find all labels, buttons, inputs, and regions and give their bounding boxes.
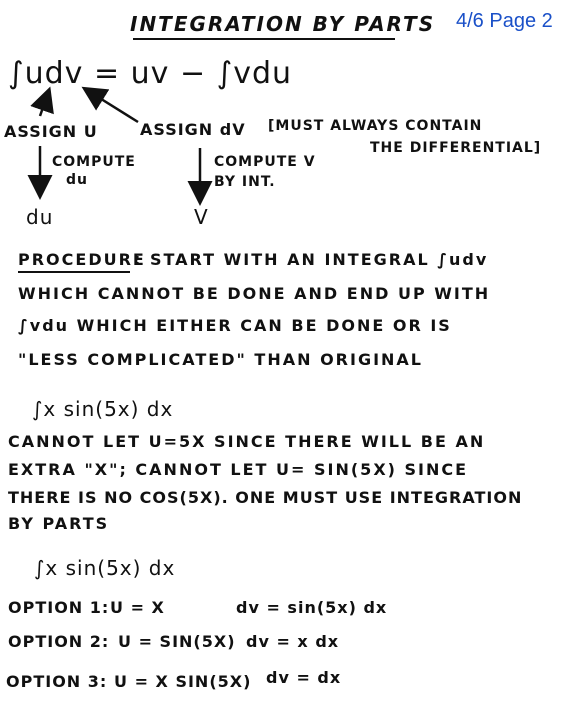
option-dv: dv = sin(5x) dx <box>236 598 388 617</box>
example-integral: ∫x sin(5x) dx <box>32 397 174 421</box>
du-result: du <box>26 205 54 229</box>
compute-du-step-2: du <box>66 172 88 188</box>
compute-v-step-1: COMPUTE V <box>214 154 316 170</box>
page-number: 4/6 Page 2 <box>456 10 553 32</box>
v-result: V <box>194 205 209 229</box>
example-line: BY PARTS <box>8 514 110 533</box>
procedure-line: WHICH CANNOT BE DONE AND END UP WITH <box>18 284 491 303</box>
procedure-heading: PROCEDURE <box>18 250 146 269</box>
example-line: CANNOT LET U=5X SINCE THERE WILL BE AN <box>8 432 486 451</box>
option-u: U = SIN(5X) <box>118 632 236 651</box>
arrow-to-dv <box>90 92 138 122</box>
procedure-line: ∫vdu WHICH EITHER CAN BE DONE OR IS <box>18 316 452 335</box>
options-integral: ∫x sin(5x) dx <box>34 556 176 580</box>
option-label: OPTION 2: <box>8 632 110 651</box>
dv-note-line2: THE DIFFERENTIAL] <box>370 140 542 156</box>
procedure-underline <box>18 271 130 273</box>
page-title: INTEGRATION BY PARTS <box>130 12 436 36</box>
example-line: THERE IS NO COS(5X). ONE MUST USE INTEGRATION <box>8 488 523 507</box>
option-label: OPTION 3: <box>6 672 108 691</box>
assign-dv-label: ASSIGN dV <box>140 120 246 139</box>
procedure-line: : START WITH AN INTEGRAL ∫udv <box>134 250 489 269</box>
parts-formula: ∫udv = uv − ∫vdu <box>8 56 293 91</box>
example-line: EXTRA "X"; CANNOT LET U= SIN(5X) SINCE <box>8 460 469 479</box>
dv-note-line1: [MUST ALWAYS CONTAIN <box>268 118 483 134</box>
option-u: U = X SIN(5X) <box>114 672 252 691</box>
option-u: U = X <box>110 598 165 617</box>
option-dv: dv = x dx <box>246 632 340 651</box>
procedure-line: "LESS COMPLICATED" THAN ORIGINAL <box>18 350 423 369</box>
assign-u-label: ASSIGN U <box>4 122 98 141</box>
arrow-to-u <box>40 96 47 116</box>
compute-v-step-2: BY INT. <box>214 174 276 190</box>
compute-du-step-1: COMPUTE <box>52 154 136 170</box>
option-label: OPTION 1: <box>8 598 110 617</box>
option-dv: dv = dx <box>266 668 342 687</box>
